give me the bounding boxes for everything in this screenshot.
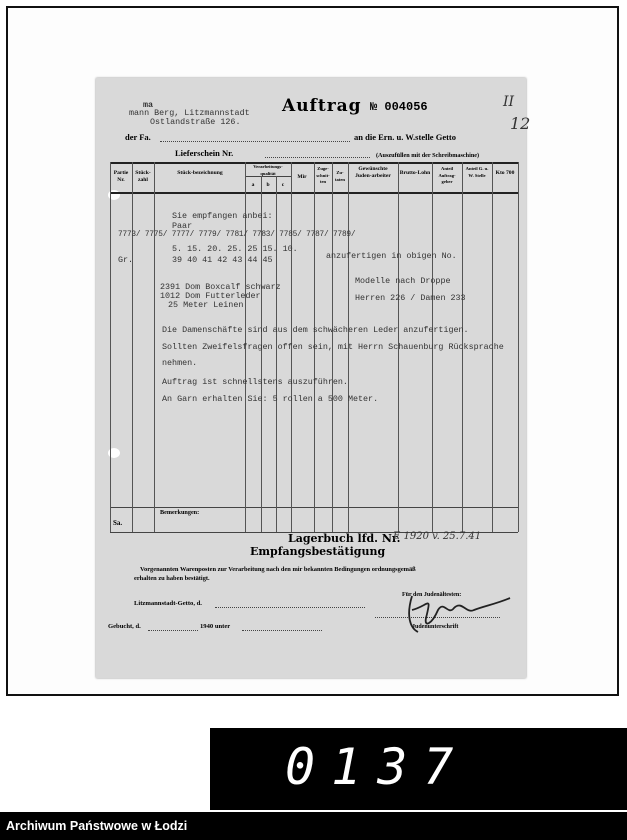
- label-year: 1940 unter: [200, 623, 231, 630]
- body-line: Modelle nach Droppe: [355, 276, 451, 286]
- body-line: Herren 226 / Damen 233: [355, 293, 466, 303]
- sender-line: Ostlandstraße 126.: [150, 117, 241, 127]
- fill-line: [242, 630, 322, 631]
- column-header: Zuge-schnit-ten: [316, 166, 330, 184]
- body-line: Gr.: [118, 255, 134, 265]
- column-header: Partie Nr.: [113, 170, 129, 183]
- body-line: 2391 Dom Boxcalf schwarz: [160, 282, 281, 292]
- receipt-text: Vorgenannten Warenposten zur Verarbeitung nach den mir bekannten Bedingungen ordnungsgemäß: [140, 566, 416, 573]
- receipt-text: erhalten zu haben bestätigt.: [134, 575, 210, 582]
- lagerbuch-handwriting: E 1920 v. 25.7.41: [393, 531, 482, 542]
- sender-line: ma: [143, 100, 154, 110]
- label-lieferschein: Lieferschein Nr.: [175, 148, 234, 158]
- body-line: Sollten Zweifelsfragen offen sein, mit Herrn Schauenburg Rücksprache: [162, 342, 504, 352]
- handwritten-page: 12: [510, 114, 531, 133]
- column-header: Zu-taten: [335, 170, 345, 182]
- body-line: Die Damenschäfte sind aus dem schwächeren Leder anzufertigen.: [162, 325, 469, 335]
- body-line: 5. 15. 20. 25. 25 15. 10.: [172, 244, 298, 254]
- archive-label-bar: [0, 812, 627, 840]
- hint-text: (Auszufüllen mit der Schreibmaschine): [376, 152, 480, 159]
- body-line: Sie empfangen anbei:: [172, 211, 273, 221]
- body-line: 7773/ 7775/ 7777/ 7779/ 7781/ 7783/ 7785/ 7787/ 7789/: [118, 231, 356, 239]
- lagerbuch-stamp: Lagerbuch lfd. Nr.: [288, 532, 401, 545]
- body-line: Auftrag ist schnellstens auszuführen.: [162, 377, 348, 387]
- order-number: № 004056: [370, 100, 428, 114]
- receipt-heading: Empfangsbestätigung: [250, 545, 386, 558]
- column-header: Verarbeitungs-qualität: [253, 164, 283, 176]
- body-line: Paar: [172, 221, 193, 231]
- document-title: Auftrag: [282, 96, 362, 116]
- label-bemerkungen: Bemerkungen:: [160, 509, 200, 516]
- label-gebucht: Gebucht, d.: [108, 623, 141, 630]
- label-sa: Sa.: [113, 519, 123, 527]
- handwritten-mark: II: [503, 94, 515, 110]
- column-header: Mir: [297, 174, 307, 180]
- body-line: anzufertigen in obigen No.: [326, 251, 457, 261]
- body-line: nehmen.: [162, 358, 198, 368]
- label-an-die: an die Ern. u. W.stelle Getto: [354, 132, 457, 142]
- fill-line: [160, 141, 350, 142]
- handwritten-signature: [398, 588, 520, 638]
- body-line: 39 40 41 42 43 44 45: [172, 255, 273, 265]
- column-header: Brutto-Lohn: [399, 170, 431, 176]
- column-header: c: [281, 182, 285, 188]
- sender-line: mann Berg, Litzmannstadt: [129, 108, 250, 118]
- column-header: Stück-zahl: [135, 170, 151, 183]
- column-header: Kto 700: [495, 170, 515, 176]
- column-header: Gewünschte Juden-arbeiter: [355, 166, 391, 179]
- column-header: Anteil G. u. W. Stelle: [465, 166, 489, 178]
- film-frame-number: 0137: [285, 738, 470, 796]
- column-header: Anteil Auftrag-geber: [438, 166, 456, 184]
- label-der-fa: der Fa.: [125, 132, 151, 142]
- archive-name: Archiwum Państwowe w Łodzi: [6, 819, 188, 833]
- column-header: Stück-bezeichnung: [177, 170, 223, 176]
- label-ort: Litzmannstadt-Getto, d.: [134, 600, 202, 607]
- column-header: a: [251, 182, 255, 188]
- label-unterschrift: Judenunterschrift: [412, 624, 459, 630]
- label-fuer: Für den Judenältesten:: [402, 592, 462, 598]
- fill-line: [265, 157, 370, 158]
- body-line: An Garn erhalten Sie: 5 rollen a 500 Meter.: [162, 394, 379, 404]
- column-header: b: [266, 182, 270, 188]
- fill-line: [148, 630, 198, 631]
- fill-line: [215, 607, 365, 608]
- body-line: 25 Meter Leinen: [168, 300, 244, 310]
- body-line: 1012 Dom Futterleder: [160, 291, 261, 301]
